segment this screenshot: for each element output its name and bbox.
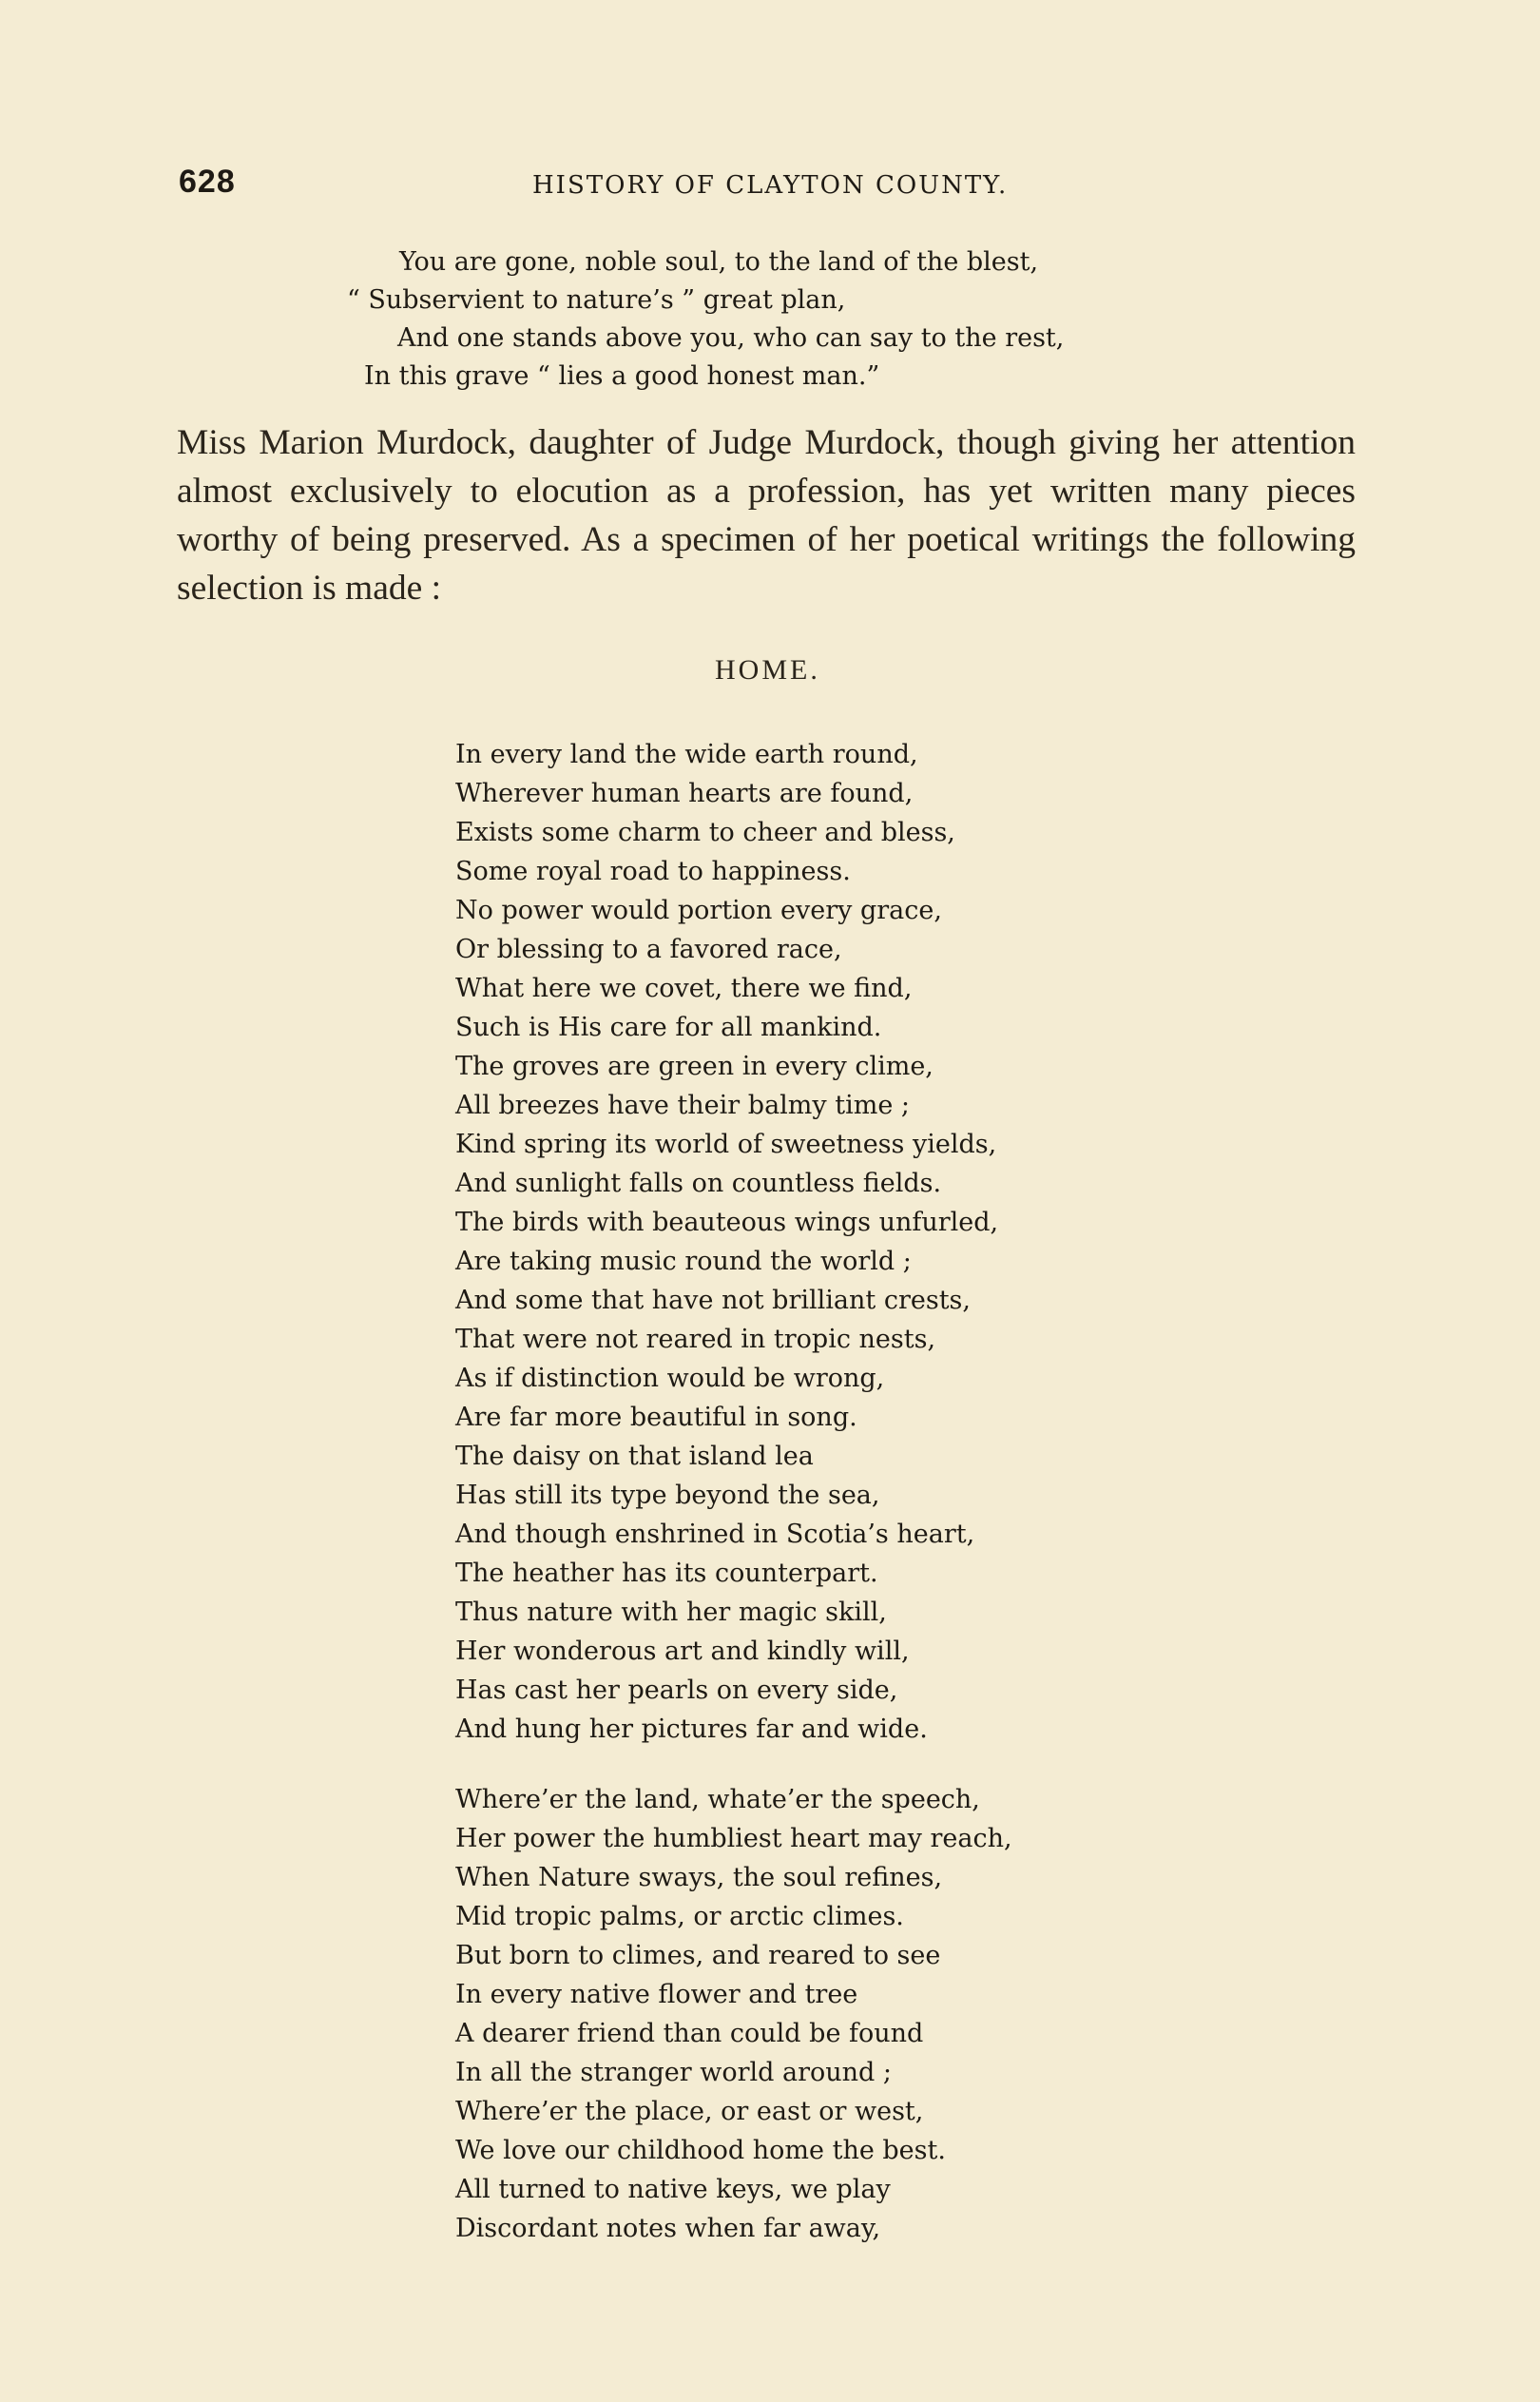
poem-line: The heather has its counterpart. xyxy=(455,1559,878,1588)
poem-line: And hung her pictures far and wide. xyxy=(455,1714,928,1744)
poem-line: Kind spring its world of sweetness yields, xyxy=(455,1130,997,1159)
poem-line: And some that have not brilliant crests, xyxy=(455,1286,971,1315)
poem-line: When Nature sways, the soul refines, xyxy=(455,1863,943,1892)
verse-line: “ Subservient to nature’s ” great plan, xyxy=(347,285,846,315)
page-number: 628 xyxy=(179,164,236,200)
running-title: HISTORY OF CLAYTON COUNTY. xyxy=(532,171,1009,200)
poem-title: HOME. xyxy=(715,654,820,686)
poem-line: Exists some charm to cheer and bless, xyxy=(455,818,955,847)
poem-line: All breezes have their balmy time ; xyxy=(455,1091,910,1120)
poem-line: A dearer friend than could be found xyxy=(455,2019,924,2048)
poem-line: Such is His care for all mankind. xyxy=(455,1013,882,1042)
poem-line: In every land the wide earth round, xyxy=(455,740,918,769)
verse-line: In this grave “ lies a good honest man.” xyxy=(364,361,880,391)
poem-line: Wherever human hearts are found, xyxy=(455,779,914,808)
poem-stanza-2 xyxy=(455,1780,1387,2248)
poem-line: In all the stranger world around ; xyxy=(455,2058,893,2087)
poem-line: Where’er the place, or east or west, xyxy=(455,2097,924,2126)
poem-line: But born to climes, and reared to see xyxy=(455,1941,941,1970)
intro-paragraph: Miss Marion Murdock, daughter of Judge Murdock, though giving her attention almost exclusively to elocution as a profession, has yet written many pieces worthy of being preserved. As a specimen of her poetical writings the following selection is made : xyxy=(177,423,1356,608)
poem-stanza-1 xyxy=(455,735,1387,1749)
poem-line: All turned to native keys, we play xyxy=(455,2175,891,2204)
poem-line: In every native flower and tree xyxy=(455,1980,858,2009)
poem-line: No power would portion every grace, xyxy=(455,896,942,925)
poem-line: Her wonderous art and kindly will, xyxy=(455,1637,910,1666)
poem-line: What here we covet, there we find, xyxy=(455,974,913,1003)
verse-line: You are gone, noble soul, to the land of the blest, xyxy=(399,247,1039,277)
poem-line: Has still its type beyond the sea, xyxy=(455,1481,880,1510)
poem-line: And sunlight falls on countless fields. xyxy=(455,1169,942,1198)
poem-line: Discordant notes when far away, xyxy=(455,2214,881,2243)
poem-line: Has cast her pearls on every side, xyxy=(455,1676,898,1705)
poem-line: Are far more beautiful in song. xyxy=(455,1403,857,1432)
poem-line: The birds with beauteous wings unfurled, xyxy=(455,1208,999,1237)
poem-line: Are taking music round the world ; xyxy=(455,1247,912,1276)
poem-line: The daisy on that island lea xyxy=(455,1442,814,1471)
poem-line: As if distinction would be wrong, xyxy=(455,1364,885,1393)
opening-verse xyxy=(333,243,1188,396)
poem-line: And though enshrined in Scotia’s heart, xyxy=(455,1520,975,1549)
poem-line: Thus nature with her magic skill, xyxy=(455,1598,887,1627)
poem-line: The groves are green in every clime, xyxy=(455,1052,934,1081)
poem-line: Her power the humbliest heart may reach, xyxy=(455,1824,1012,1853)
verse-line: And one stands above you, who can say to the rest, xyxy=(397,323,1065,353)
poem-line: That were not reared in tropic nests, xyxy=(455,1325,936,1354)
poem-line: We love our childhood home the best. xyxy=(455,2136,946,2165)
poem-line: Or blessing to a favored race, xyxy=(455,935,842,964)
poem-line: Some royal road to happiness. xyxy=(455,857,851,886)
poem-line: Mid tropic palms, or arctic climes. xyxy=(455,1902,904,1931)
poem-line: Where’er the land, whate’er the speech, xyxy=(455,1785,980,1814)
